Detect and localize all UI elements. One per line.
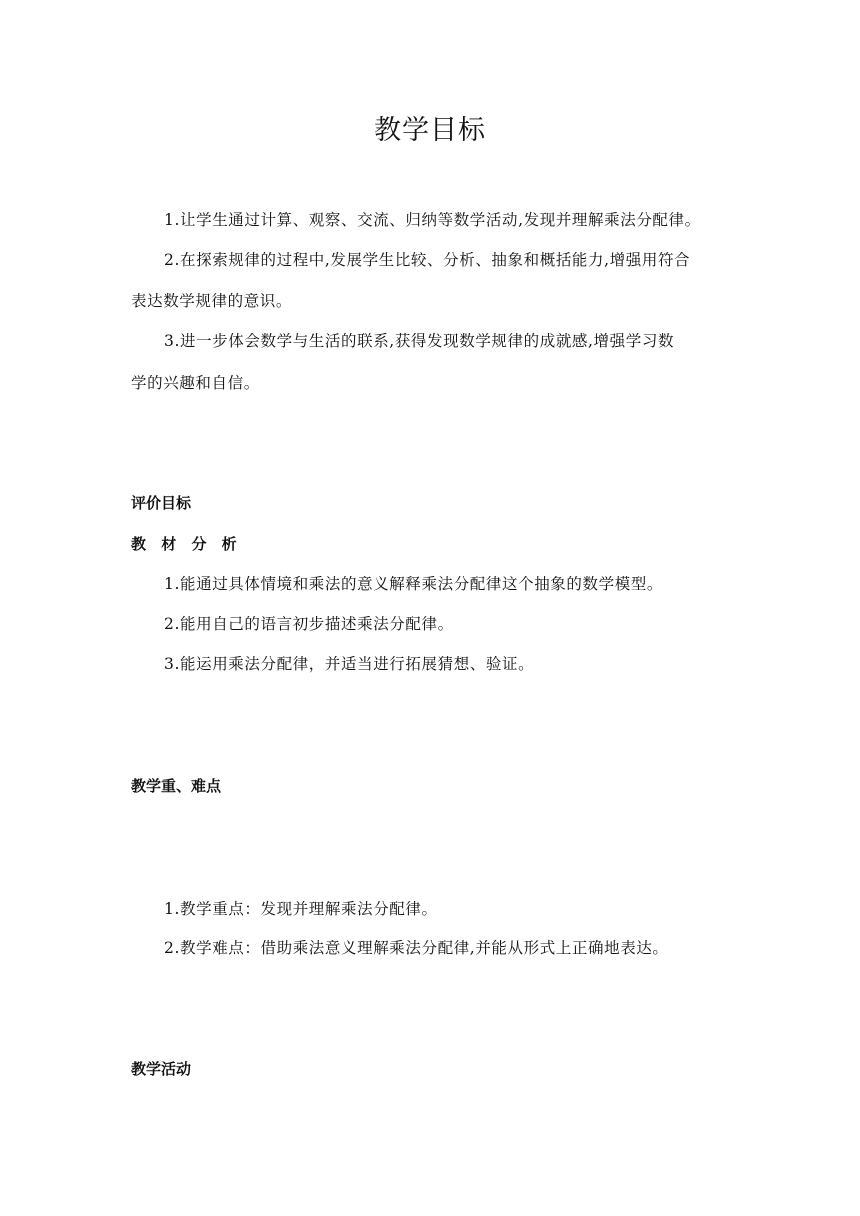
objective-3-line-1: 3.进一步体会数学与生活的联系,获得发现数学规律的成就感,增强学习数 (164, 332, 675, 350)
objective-2-line-2: 表达数学规律的意识。 (131, 292, 293, 310)
analysis-item-1: 1.能通过具体情境和乘法的意义解释乘法分配律这个抽象的数学模型。 (164, 575, 663, 593)
analysis-item-2: 2.能用自己的语言初步描述乘法分配律。 (164, 615, 454, 633)
analysis-heading: 教 材 分 析 (131, 535, 242, 553)
objective-1: 1.让学生通过计算、观察、交流、归纳等数学活动,发现并理解乘法分配律。 (164, 211, 701, 229)
key-point-2: 2.教学难点：借助乘法意义理解乘法分配律,并能从形式上正确地表达。 (164, 939, 669, 957)
objective-2-line-1: 2.在探索规律的过程中,发展学生比较、分析、抽象和概括能力,增强用符合 (164, 251, 691, 269)
key-points-heading: 教学重、难点 (131, 777, 222, 795)
evaluation-heading: 评价目标 (131, 494, 192, 512)
activities-heading: 教学活动 (131, 1060, 192, 1078)
objective-3-line-2: 学的兴趣和自信。 (131, 374, 260, 392)
analysis-item-3: 3.能运用乘法分配律，并适当进行拓展猜想、验证。 (164, 655, 535, 673)
page-title: 教学目标 (374, 115, 486, 146)
key-point-1: 1.教学重点：发现并理解乘法分配律。 (164, 900, 438, 918)
